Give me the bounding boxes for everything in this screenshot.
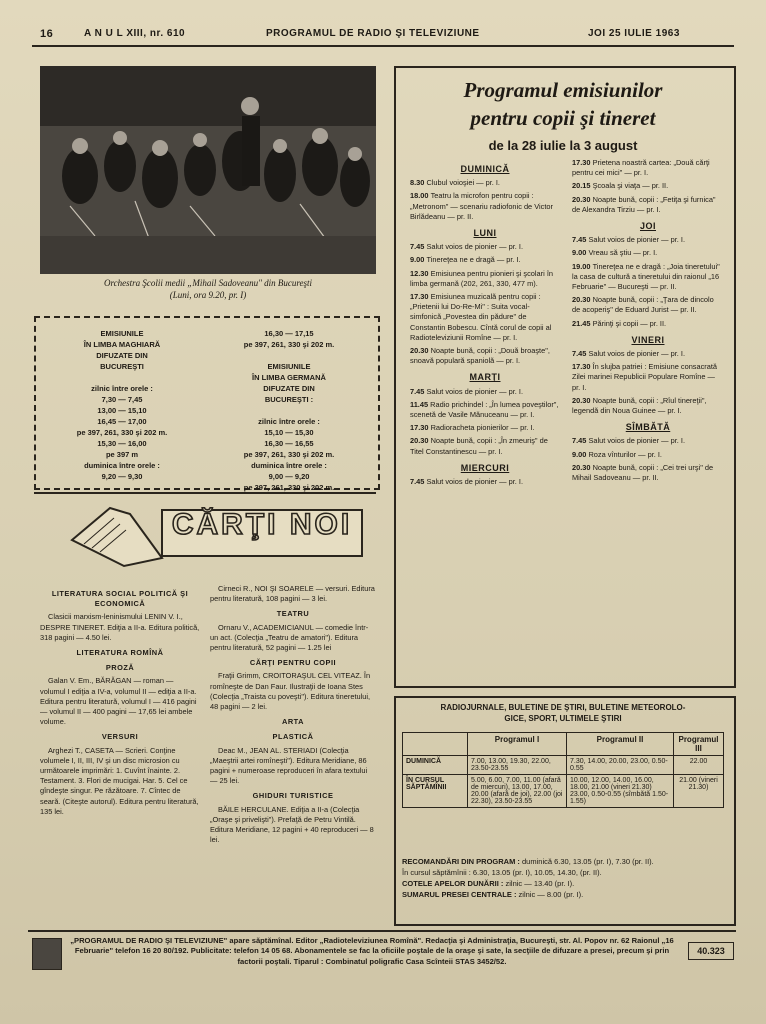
children-program-dates: de la 28 iulie la 3 august bbox=[488, 138, 638, 153]
program-item bbox=[410, 436, 560, 456]
german-broadcast-line: DIFUZATE DIN bbox=[263, 384, 315, 393]
program-item bbox=[410, 269, 560, 289]
program-item bbox=[572, 195, 724, 215]
section-rule bbox=[34, 492, 376, 494]
program-time: 20.30 bbox=[572, 395, 593, 405]
table-row bbox=[403, 775, 724, 808]
hungarian-broadcast-line: 13,00 — 15,10 bbox=[97, 406, 147, 415]
program-time: 17.30 bbox=[410, 423, 431, 433]
program-time: 17.30 bbox=[410, 292, 431, 302]
book-section-heading: GHIDURI TURISTICE bbox=[252, 791, 334, 801]
book-entry: Arghezi T., CASETA — Scrieri. Conţine volumele I, II, III, IV şi un disc microsion cu următoarele imprimări: 1. Cuvînt înainte. 2. Testament. 3. Flori de mucigai. Har. 5. Cel ce gîndeşte singur. Pe răzătoare. 7. Cîntec de seară. (Citeşte autorul). Editura pentru literatură, 135 lei. bbox=[40, 745, 199, 816]
book-section-heading: LITERATURA ROMÎNĂ bbox=[76, 648, 164, 658]
program-time: 8.30 bbox=[410, 178, 427, 188]
program-text: Salut voios de pionier — pr. I. bbox=[426, 386, 523, 396]
table-cell: ÎN CURSUL SĂPTĂMÎNII bbox=[403, 775, 468, 808]
program-item bbox=[410, 387, 560, 397]
book-section-heading: PLASTICĂ bbox=[272, 732, 314, 742]
german-broadcast-line: BUCUREŞTI : bbox=[264, 395, 314, 404]
program-item bbox=[572, 248, 724, 258]
program-time: 7.45 bbox=[410, 242, 427, 252]
german-broadcast-line: 16,30 — 16,55 bbox=[264, 439, 314, 448]
hungarian-broadcast-line: pe 397, 261, 330 şi 202 m. bbox=[76, 428, 168, 437]
book-section-heading: VERSURI bbox=[101, 732, 139, 742]
program-time: 7.45 bbox=[572, 235, 589, 245]
book-section-heading: ARTA bbox=[282, 717, 304, 727]
german-broadcast-line: 16,30 — 17,15 bbox=[264, 329, 314, 338]
hungarian-broadcast-line: 9,20 — 9,30 bbox=[101, 472, 143, 481]
children-program-title-2: pentru copii şi tineret bbox=[470, 106, 656, 130]
hungarian-broadcast-line: BUCUREŞTI bbox=[100, 362, 144, 371]
program-item bbox=[572, 450, 724, 460]
program-item bbox=[572, 436, 724, 446]
hungarian-broadcast-line: 7,30 — 7,45 bbox=[101, 395, 143, 404]
program-item bbox=[572, 295, 724, 315]
table-cell: 22.00 bbox=[674, 756, 724, 775]
rec-text: duminică 6.30, 13.05 (pr. I), 7.30 (pr. II). bbox=[522, 857, 654, 866]
german-broadcast-line: pe 397, 261, 330 şi 202 m. bbox=[243, 450, 335, 459]
books-column-left bbox=[40, 584, 200, 820]
german-broadcast-line: EMISIUNILE bbox=[267, 362, 311, 371]
presa-label: SUMARUL PRESEI CENTRALE : bbox=[402, 890, 517, 899]
footer-number: 40.323 bbox=[688, 942, 734, 960]
program-item bbox=[410, 423, 560, 433]
german-broadcast-line: duminica între orele : bbox=[251, 461, 327, 470]
book-entry: Ornaru V., ACADEMICIANUL — comedie într-un act. (Colecţia „Teatru de amatori"). Editura pentru literatură, 52 pagini — 1.25 lei bbox=[210, 622, 369, 653]
program-text: Radio prichindel : „În lumea poveştilor", scenetă de Vasile Mănuceanu — pr. I. bbox=[410, 399, 559, 420]
book-section-heading: TEATRU bbox=[276, 609, 310, 619]
german-broadcasts bbox=[206, 328, 372, 493]
program-item bbox=[572, 463, 724, 483]
program-time: 11.45 bbox=[410, 399, 431, 409]
day-heading: MARŢI bbox=[469, 372, 501, 383]
program-text: Şcoala şi viaţa — pr. II. bbox=[592, 181, 669, 191]
program-text: Salut voios de pionier — pr. I. bbox=[588, 349, 685, 359]
german-broadcast-line bbox=[206, 350, 372, 361]
day-heading: LUNI bbox=[473, 228, 497, 239]
program-text: Salut voios de pionier — pr. I. bbox=[588, 235, 685, 245]
program-item bbox=[410, 346, 560, 366]
photo-caption: Orchestra Şcolii medii „Mihail Sadoveanu" din Bucureşti bbox=[103, 278, 313, 288]
books-column-right bbox=[210, 584, 376, 848]
carti-noi-title: CĂRŢI NOI bbox=[171, 508, 353, 541]
program-text: Noapte bună, copii : „Ţara de dincolo de acoperiş" de Eduard Jurist — pr. II. bbox=[572, 295, 714, 315]
program-time: 7.45 bbox=[410, 477, 427, 487]
program-time: 9.00 bbox=[410, 255, 427, 265]
news-col-header bbox=[403, 733, 468, 756]
program-time: 7.45 bbox=[410, 386, 427, 396]
news-title-2: GICE, SPORT, ULTIMELE ŞTIRI bbox=[504, 714, 622, 723]
program-item bbox=[410, 178, 560, 188]
cote-label: COTELE APELOR DUNĂRII : bbox=[402, 879, 504, 888]
book-entry: Galan V. Em., BĂRĂGAN — roman — volumul I ediţia a IV-a, volumul II — ediţia a II-a. Editura pentru literatură, volumul I — 416 pagini — volumul II — 400 pagini — 17,65 lei ambele volume. bbox=[40, 676, 197, 727]
logo-icon bbox=[32, 938, 62, 970]
program-time: 18.00 bbox=[410, 191, 431, 201]
day-heading: MIERCURI bbox=[460, 462, 510, 473]
program-time: 9.00 bbox=[572, 449, 589, 459]
program-text: Clubul voioşiei — pr. I. bbox=[426, 178, 500, 188]
program-time: 20.30 bbox=[572, 462, 593, 472]
news-table-wrap bbox=[402, 732, 724, 808]
program-text: Tinereţea ne e dragă : „Joia tineretului" la casa de cultură a tineretului din raionul „16 Februarie" — Bucureşti — pr. II. bbox=[572, 261, 720, 292]
program-text: Noapte bună, copii : „Fetiţa şi furnica" de Alexandra Tirziu — pr. I. bbox=[572, 194, 716, 214]
program-text: Salut voios de pionier — pr. I. bbox=[588, 436, 685, 446]
hungarian-broadcast-line bbox=[42, 372, 202, 383]
program-time: 9.00 bbox=[572, 248, 589, 258]
book-section-heading: PROZĂ bbox=[105, 663, 135, 673]
program-text: Noapte bună, copii : „Cei trei urşi" de Mihail Sadoveanu — pr. II. bbox=[572, 462, 714, 483]
program-time: 12.30 bbox=[410, 268, 431, 278]
issue-date: JOI 25 IULIE 1963 bbox=[588, 28, 680, 39]
book-entry: Clasicii marxism-leninismului LENIN V. I., DESPRE TINERET. Ediţia a II-a. Editura politică, 318 pagini — 4.50 lei. bbox=[40, 612, 200, 642]
german-broadcast-line: zilnic între orele : bbox=[258, 417, 320, 426]
hungarian-broadcast-line: EMISIUNILE bbox=[100, 329, 144, 338]
program-item bbox=[410, 191, 560, 222]
program-item bbox=[572, 319, 724, 329]
program-item bbox=[410, 255, 560, 265]
program-time: 20.30 bbox=[410, 346, 431, 356]
program-time: 17.30 bbox=[572, 362, 593, 372]
program-text: Teatru la microfon pentru copii : „Metronom" — scenariu radiofonic de Victor Birlădeanu — pr. II. bbox=[410, 191, 553, 221]
table-row bbox=[403, 756, 724, 775]
german-broadcast-line: ÎN LIMBA GERMANĂ bbox=[252, 373, 326, 382]
program-item bbox=[572, 362, 724, 393]
program-item bbox=[410, 477, 560, 487]
program-time: 19.00 bbox=[572, 261, 593, 271]
program-item bbox=[572, 396, 724, 416]
program-item bbox=[572, 262, 724, 293]
rec-line-2: În cursul săptămînii : 6.30, 13.05 (pr. I), 10.05, 14.30, (pr. II). bbox=[402, 868, 602, 877]
recommendations bbox=[402, 856, 726, 900]
german-broadcast-line: pe 397, 261, 330 şi 202 m. bbox=[243, 483, 335, 492]
program-text: Salut voios de pionier — pr. I. bbox=[426, 242, 523, 252]
book-entry: Fraţii Grimm, CROITORAŞUL CEL VITEAZ. În romîneşte de Dan Faur. Ilustraţii de Ioana Stes (Colecţia „Traista cu poveşti"). Editura tineretului, 48 pagini — 2 lei. bbox=[210, 671, 371, 712]
photo-caption-time: (Luni, ora 9.20, pr. I) bbox=[169, 290, 247, 300]
program-item bbox=[410, 242, 560, 252]
program-item bbox=[410, 292, 560, 343]
program-text: Noapte bună, copii : „Două broaşte", snoavă populară spaniolă — pr. I. bbox=[410, 346, 550, 366]
hungarian-broadcast-line: duminica între orele : bbox=[84, 461, 160, 470]
orchestra-photo bbox=[40, 66, 376, 274]
table-cell: 7.30, 14.00, 20.00, 23.00, 0.50-0.55 bbox=[567, 756, 674, 775]
program-item bbox=[572, 349, 724, 359]
children-program-right bbox=[572, 158, 724, 486]
hungarian-broadcast-line: ÎN LIMBA MAGHIARĂ bbox=[83, 340, 161, 349]
book-entry: Deac M., JEAN AL. STERIADI (Colecţia „Maeştrii artei romîneşti"). Editura Meridiane, 86 pagini + numeroase reproduceri în afara textului — 25 lei. bbox=[210, 745, 368, 786]
program-time: 17.30 bbox=[572, 158, 593, 167]
program-text: Roza vînturilor — pr. I. bbox=[588, 449, 662, 459]
hungarian-broadcast-line: DIFUZATE DIN bbox=[96, 351, 148, 360]
program-text: Tinereţea ne e dragă — pr. I. bbox=[426, 255, 521, 265]
program-text: Emisiunea muzicală pentru copii : „Prietenii lui Do-Re-Mi" : Suita vocal-simfonică „Povestea din pădure" de Constantin Bobescu. Cîntă corul de copii al Radioteleviziunii Romîne — pr. I. bbox=[410, 292, 552, 342]
cote-text: zilnic — 13.40 (pr. I). bbox=[505, 879, 575, 888]
table-cell: 10.00, 12.00, 14.00, 16.00, 18.00, 21.00 (vineri 21.30) 23.00, 0.50-0.55 (sîmbătă 1.50-1.55) bbox=[567, 775, 674, 808]
program-time: 20.30 bbox=[410, 436, 431, 446]
program-time: 21.45 bbox=[572, 318, 593, 328]
program-text: Emisiunea pentru pionieri şi şcolari în limba germană (202, 261, 330, 477 m). bbox=[410, 268, 553, 288]
rec-label: RECOMANDĂRI DIN PROGRAM : bbox=[402, 857, 520, 866]
german-broadcast-line: 15,10 — 15,30 bbox=[264, 428, 314, 437]
children-program-title: Programul emisiunilor bbox=[463, 78, 663, 102]
news-col-header: Programul II bbox=[567, 733, 674, 756]
program-text: Noapte bună, copii : „În zmeuriş" de Titel Constantinescu — pr. I. bbox=[410, 436, 548, 456]
day-heading: VINERI bbox=[631, 334, 665, 345]
hungarian-broadcast-line: pe 397 m bbox=[105, 450, 139, 459]
news-col-header: Programul III bbox=[674, 733, 724, 756]
news-table bbox=[402, 732, 724, 808]
day-heading: DUMINICĂ bbox=[460, 164, 510, 174]
book-section-heading: LITERATURA SOCIAL POLITICĂ ŞI ECONOMICĂ bbox=[51, 589, 189, 609]
book-entry: Cirneci R., NOI ŞI SOARELE — versuri. Editura pentru literatură, 108 pagini — 3 lei. bbox=[210, 584, 375, 604]
footer-text: „PROGRAMUL DE RADIO ŞI TELEVIZIUNE" apare săptămînal. Editor „Radioteleviziunea Romînă". Redacţia şi Administraţia, Bucureşti, str. Al. Popov nr. 62 Raionul „16 Februarie" telefon 16 20 80/192. Publicitate: telefon 14 05 68. Abonamentele se fac la oficiile poştale de la oraşe şi sate, la secţiile de difuzare a presei, precum şi prin factorii poştali. Tiparul : Combinatul poligrafic Casa Scînteii STAS 3452/52. bbox=[70, 936, 674, 966]
page-number: 16 bbox=[40, 28, 54, 40]
program-time: 20.30 bbox=[572, 194, 593, 204]
program-item bbox=[572, 235, 724, 245]
program-item bbox=[572, 158, 724, 178]
table-cell: 7.00, 13.00, 19.30, 22.00, 23.50-23.55 bbox=[468, 756, 567, 775]
issue-number: A N U L XIII, nr. 610 bbox=[84, 28, 186, 39]
presa-text: zilnic — 8.00 (pr. I). bbox=[518, 890, 584, 899]
hungarian-broadcast-line: 15,30 — 16,00 bbox=[97, 439, 147, 448]
table-cell: 5.00, 6.00, 7.00, 11.00 (afară de miercuri), 13.00, 17.00, 20.00 (afară de joi), 22.00 (joi 22.30), 23.50-23.55 bbox=[468, 775, 567, 808]
german-broadcast-line bbox=[206, 405, 372, 416]
book-section-heading: CĂRŢI PENTRU COPII bbox=[249, 658, 337, 668]
publication-title: PROGRAMUL DE RADIO ŞI TELEVIZIUNE bbox=[266, 28, 480, 39]
german-broadcast-line: 9,00 — 9,20 bbox=[268, 472, 310, 481]
program-text: Părinţi şi copii — pr. II. bbox=[592, 318, 667, 328]
news-col-header: Programul I bbox=[468, 733, 567, 756]
hungarian-broadcasts bbox=[42, 328, 202, 482]
program-text: Radioracheta pionierilor — pr. I. bbox=[430, 423, 535, 433]
program-text: Noapte bună, copii : „Rîul tinereţii", legendă din Noua Guinee — pr. I. bbox=[572, 395, 707, 416]
program-text: Salut voios de pionier — pr. I. bbox=[426, 477, 523, 487]
program-time: 20.15 bbox=[572, 181, 593, 191]
news-title: RADIOJURNALE, BULETINE DE ŞTIRI, BULETINE METEOROLO- bbox=[440, 703, 686, 712]
footer-rule bbox=[28, 930, 736, 932]
program-time: 20.30 bbox=[572, 295, 593, 305]
program-text: Prietena noastră cartea: „Două cărţi pentru cei mici" — pr. I. bbox=[572, 158, 710, 178]
german-broadcast-line: pe 397, 261, 330 şi 202 m. bbox=[243, 340, 335, 349]
book-entry: BĂILE HERCULANE. Ediţia a II-a (Colecţia „Oraşe şi privelişti"). Prefaţă de Petru Vintilă. Editura Meridiane, 12 pagini + 40 reproduceri — 8 lei. bbox=[210, 804, 374, 845]
program-time: 7.45 bbox=[572, 349, 589, 359]
program-item bbox=[410, 400, 560, 420]
day-heading: JOI bbox=[639, 221, 656, 232]
hungarian-broadcast-line: zilnic între orele : bbox=[91, 384, 153, 393]
table-cell: 21.00 (vineri 21.30) bbox=[674, 775, 724, 808]
program-item bbox=[572, 181, 724, 191]
header-rule bbox=[32, 45, 734, 47]
program-time: 7.45 bbox=[572, 436, 589, 446]
hungarian-broadcast-line: 16,45 — 17,00 bbox=[97, 417, 147, 426]
children-program-left bbox=[410, 158, 560, 490]
program-text: În slujba patriei : Emisiune consacrată Zilei marinei Republicii Populare Romîne — pr. I. bbox=[572, 362, 718, 392]
table-cell: DUMINICĂ bbox=[403, 756, 468, 775]
day-heading: SÎMBĂTĂ bbox=[625, 422, 671, 433]
program-text: Vreau să ştiu — pr. I. bbox=[588, 248, 658, 258]
